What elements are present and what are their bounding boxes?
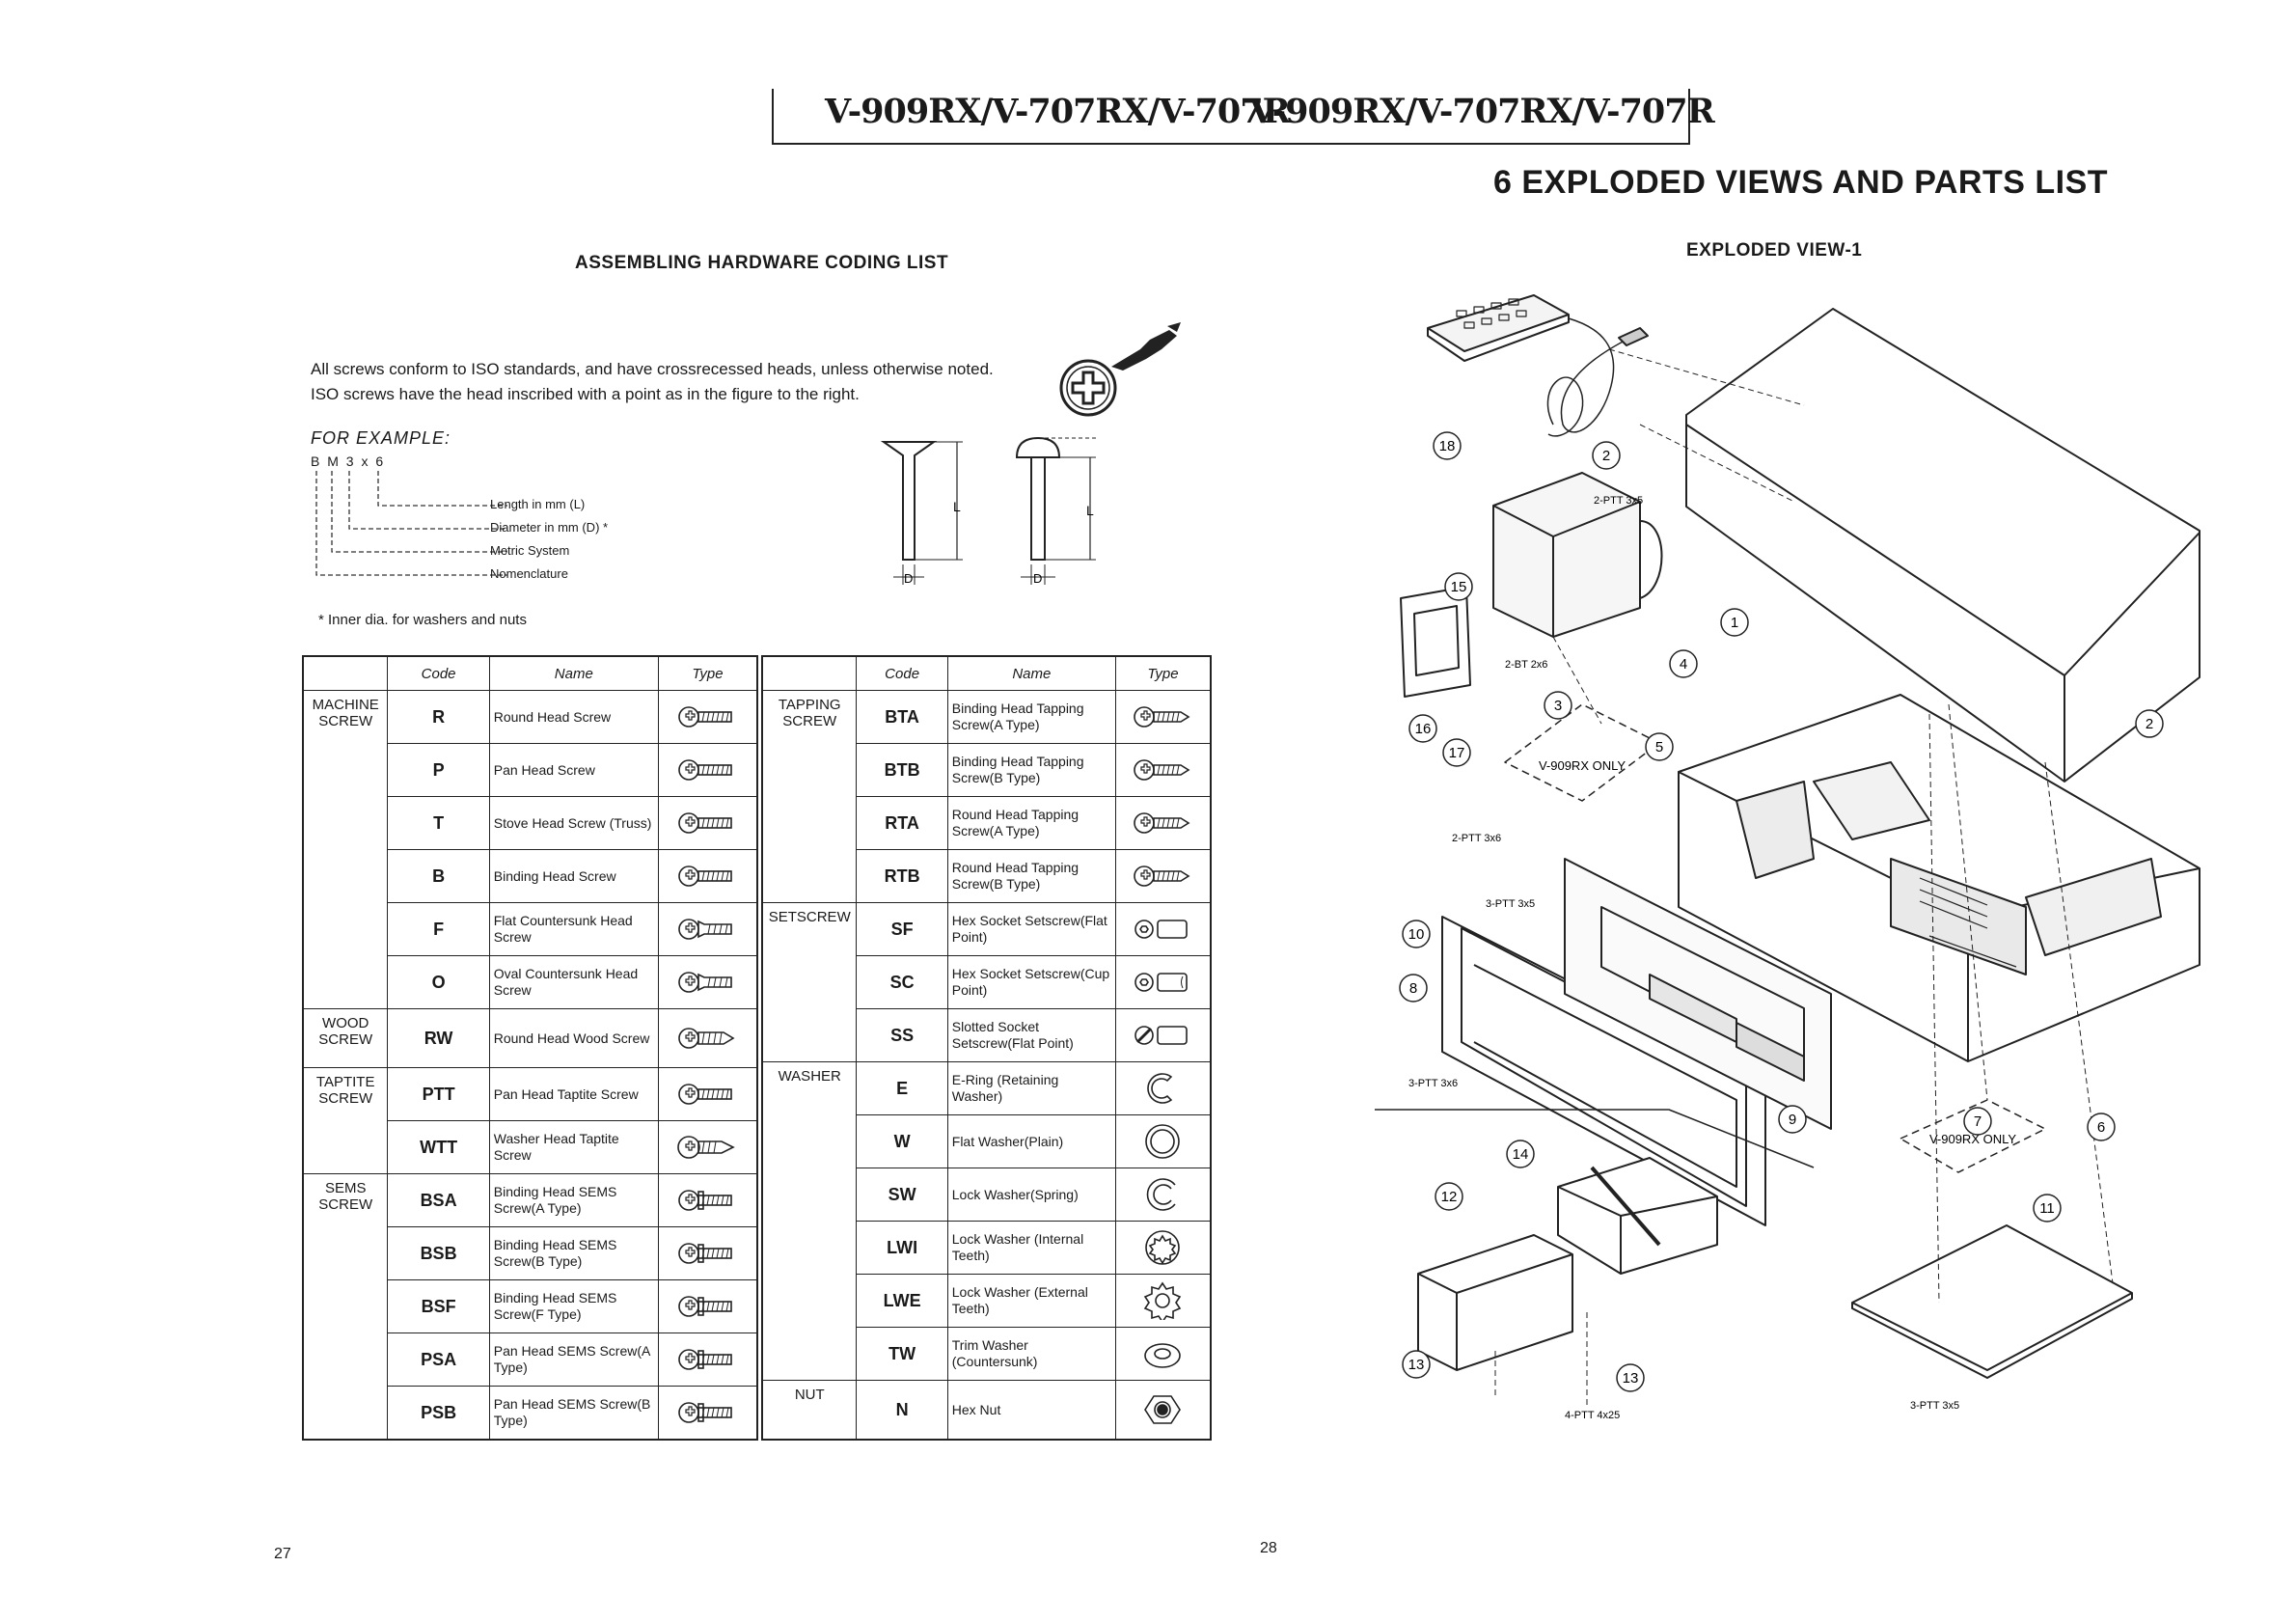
code-cell: TW: [857, 1328, 947, 1381]
hex-nut-icon: [1133, 1390, 1192, 1429]
type-cell: [1115, 691, 1211, 744]
name-cell: Flat Countersunk Head Screw: [489, 903, 658, 956]
code-cell: SF: [857, 903, 947, 956]
label-2ptt-3x6: 2-PTT 3x6: [1452, 833, 1502, 844]
example-code: B M 3 x 6: [311, 453, 386, 469]
model-title-left: V-909RX/V-707RX/V-707R: [825, 92, 1290, 131]
name-cell: E-Ring (Retaining Washer): [947, 1062, 1115, 1115]
code-cell: F: [388, 903, 489, 956]
note-inner-dia: * Inner dia. for washers and nuts: [318, 612, 527, 628]
page-number-right: 28: [1260, 1540, 1277, 1556]
tapping-screw-icon: [1133, 857, 1192, 895]
type-cell: [1115, 1275, 1211, 1328]
name-cell: Round Head Screw: [489, 691, 658, 744]
legend-metric: Metric System: [490, 543, 570, 558]
dim-d-label-2: D: [1033, 571, 1043, 586]
header-type: Type: [1115, 656, 1211, 691]
name-cell: Round Head Wood Screw: [489, 1009, 658, 1068]
internal-lock-washer-icon: [1133, 1228, 1192, 1267]
spring-lock-washer-icon: [1133, 1175, 1192, 1214]
code-cell: O: [388, 956, 489, 1009]
exploded-view-diagram: [1351, 280, 2277, 1476]
name-cell: Binding Head Tapping Screw(A Type): [947, 691, 1115, 744]
washer-head-taptite-icon: [677, 1128, 737, 1167]
tapping-screw-icon: [1133, 804, 1192, 842]
code-cell: BSA: [388, 1174, 489, 1227]
type-cell: [1115, 956, 1211, 1009]
sems-screw-icon: [677, 1234, 737, 1273]
label-2bt-2x6: 2-BT 2x6: [1505, 659, 1548, 671]
callout-3: 3: [1553, 698, 1563, 714]
category-cell: NUT: [762, 1381, 857, 1441]
header-category: [303, 656, 388, 691]
category-cell: WOOD SCREW: [303, 1009, 388, 1068]
callout-18: 18: [1438, 438, 1456, 454]
code-cell: SC: [857, 956, 947, 1009]
callout-13: 13: [1408, 1357, 1425, 1373]
code-cell: LWI: [857, 1222, 947, 1275]
table-row: [762, 691, 1211, 744]
binding-head-screw-icon: [677, 857, 737, 895]
header-type: Type: [658, 656, 757, 691]
name-cell: Lock Washer (External Teeth): [947, 1275, 1115, 1328]
name-cell: Slotted Socket Setscrew(Flat Point): [947, 1009, 1115, 1062]
name-cell: Round Head Tapping Screw(B Type): [947, 850, 1115, 903]
legend-diameter: Diameter in mm (D) *: [490, 520, 609, 535]
category-cell: SEMS SCREW: [303, 1174, 388, 1441]
section-title: 6 EXPLODED VIEWS AND PARTS LIST: [1493, 164, 2109, 201]
hardware-table-left: [302, 655, 758, 1441]
code-cell: R: [388, 691, 489, 744]
iso-cross-head-icon: [1053, 320, 1198, 426]
name-cell: Binding Head Screw: [489, 850, 658, 903]
code-cell: PTT: [388, 1068, 489, 1121]
coding-list-title: ASSEMBLING HARDWARE CODING LIST: [575, 253, 949, 273]
code-cell: RW: [388, 1009, 489, 1068]
slotted-setscrew-icon: [1133, 1016, 1192, 1055]
code-cell: WTT: [388, 1121, 489, 1174]
label-4ptt-4x25: 4-PTT 4x25: [1565, 1410, 1621, 1421]
callout-2: 2: [1601, 448, 1611, 464]
table-row: [762, 903, 1211, 956]
name-cell: Hex Socket Setscrew(Flat Point): [947, 903, 1115, 956]
type-cell: [1115, 850, 1211, 903]
dim-l-label-1: L: [953, 499, 961, 514]
external-lock-washer-icon: [1133, 1281, 1192, 1320]
dim-l-label-2: L: [1086, 503, 1094, 518]
type-cell: [658, 1009, 757, 1068]
intro-line-1: All screws conform to ISO standards, and have crossrecessed heads, unless otherwise noted.: [311, 360, 994, 378]
code-cell: RTB: [857, 850, 947, 903]
type-cell: [658, 1174, 757, 1227]
sems-screw-icon: [677, 1340, 737, 1379]
code-cell: BTB: [857, 744, 947, 797]
pan-head-screw-icon: [677, 751, 737, 789]
truss-head-screw-icon: [677, 804, 737, 842]
screw-dimension-diagram: [874, 434, 1125, 589]
header-category: [762, 656, 857, 691]
name-cell: Washer Head Taptite Screw: [489, 1121, 658, 1174]
type-cell: [658, 1280, 757, 1333]
type-cell: [1115, 1168, 1211, 1222]
code-cell: PSA: [388, 1333, 489, 1387]
callout-15: 15: [1450, 579, 1467, 595]
dim-d-label-1: D: [904, 571, 914, 586]
type-cell: [658, 691, 757, 744]
name-cell: Binding Head SEMS Screw(B Type): [489, 1227, 658, 1280]
type-cell: [658, 956, 757, 1009]
type-cell: [658, 903, 757, 956]
table-row: [303, 1174, 757, 1227]
type-cell: [658, 850, 757, 903]
tapping-screw-icon: [1133, 698, 1192, 736]
type-cell: [658, 1121, 757, 1174]
name-cell: Binding Head SEMS Screw(A Type): [489, 1174, 658, 1227]
label-3ptt-3x5-b: 3-PTT 3x5: [1910, 1400, 1960, 1412]
type-cell: [1115, 1062, 1211, 1115]
callout-6: 6: [2096, 1119, 2106, 1136]
name-cell: Flat Washer(Plain): [947, 1115, 1115, 1168]
name-cell: Hex Socket Setscrew(Cup Point): [947, 956, 1115, 1009]
label-2ptt-3x5: 2-PTT 3x5: [1594, 495, 1644, 507]
e-ring-icon: [1133, 1069, 1192, 1108]
table-row: [303, 1009, 757, 1068]
sems-screw-icon: [677, 1287, 737, 1326]
example-label: FOR EXAMPLE:: [311, 428, 451, 448]
intro-text: [311, 357, 994, 407]
name-cell: Hex Nut: [947, 1381, 1115, 1441]
type-cell: [658, 1333, 757, 1387]
callout-13b: 13: [1622, 1370, 1639, 1387]
wood-screw-icon: [677, 1019, 737, 1058]
name-cell: Pan Head SEMS Screw(B Type): [489, 1387, 658, 1441]
callout-8: 8: [1408, 980, 1418, 997]
code-cell: B: [388, 850, 489, 903]
sems-screw-icon: [677, 1181, 737, 1220]
name-cell: Pan Head Screw: [489, 744, 658, 797]
code-cell: N: [857, 1381, 947, 1441]
trim-washer-icon: [1133, 1334, 1192, 1373]
category-cell: TAPTITE SCREW: [303, 1068, 388, 1174]
name-cell: Binding Head Tapping Screw(B Type): [947, 744, 1115, 797]
hex-setscrew-cup-icon: [1133, 963, 1192, 1002]
type-cell: [1115, 744, 1211, 797]
legend-nomenclature: Nomenclature: [490, 566, 568, 581]
name-cell: Pan Head Taptite Screw: [489, 1068, 658, 1121]
code-cell: SW: [857, 1168, 947, 1222]
callout-2b: 2: [2145, 716, 2154, 732]
page-number-left: 27: [274, 1546, 291, 1562]
name-cell: Trim Washer (Countersunk): [947, 1328, 1115, 1381]
exploded-view-title: EXPLODED VIEW-1: [1686, 240, 1863, 261]
round-head-screw-icon: [677, 698, 737, 736]
type-cell: [658, 1227, 757, 1280]
hardware-table-right: [761, 655, 1212, 1441]
only-note-2: V-909RX ONLY: [1928, 1132, 2017, 1146]
callout-10: 10: [1408, 926, 1425, 943]
oval-countersunk-screw-icon: [677, 963, 737, 1002]
taptite-screw-icon: [677, 1075, 737, 1113]
name-cell: Round Head Tapping Screw(A Type): [947, 797, 1115, 850]
type-cell: [658, 797, 757, 850]
code-cell: P: [388, 744, 489, 797]
callout-14: 14: [1512, 1146, 1529, 1163]
type-cell: [1115, 1009, 1211, 1062]
intro-line-2: ISO screws have the head inscribed with a point as in the figure to the right.: [311, 385, 860, 403]
flat-countersunk-screw-icon: [677, 910, 737, 948]
legend-length: Length in mm (L): [490, 497, 586, 511]
type-cell: [1115, 1222, 1211, 1275]
type-cell: [1115, 1381, 1211, 1441]
category-cell: TAPPING SCREW: [762, 691, 857, 903]
callout-12: 12: [1440, 1189, 1458, 1205]
type-cell: [1115, 1328, 1211, 1381]
name-cell: Lock Washer(Spring): [947, 1168, 1115, 1222]
label-3ptt-3x5: 3-PTT 3x5: [1486, 898, 1536, 910]
example-leader-lines: [314, 471, 507, 587]
callout-16: 16: [1414, 721, 1432, 737]
code-cell: BSF: [388, 1280, 489, 1333]
code-cell: PSB: [388, 1387, 489, 1441]
name-cell: Stove Head Screw (Truss): [489, 797, 658, 850]
type-cell: [658, 1387, 757, 1441]
table-row: [303, 691, 757, 744]
header-code: Code: [388, 656, 489, 691]
name-cell: Pan Head SEMS Screw(A Type): [489, 1333, 658, 1387]
type-cell: [658, 744, 757, 797]
model-title-right: V-909RX/V-707RX/V-707R: [1249, 92, 1714, 131]
code-cell: BTA: [857, 691, 947, 744]
header-name: Name: [489, 656, 658, 691]
type-cell: [658, 1068, 757, 1121]
table-row: [762, 1062, 1211, 1115]
header-code: Code: [857, 656, 947, 691]
hex-setscrew-icon: [1133, 910, 1192, 948]
callout-4: 4: [1679, 656, 1688, 673]
category-cell: WASHER: [762, 1062, 857, 1381]
table-row: [762, 1381, 1211, 1441]
name-cell: Binding Head SEMS Screw(F Type): [489, 1280, 658, 1333]
tapping-screw-icon: [1133, 751, 1192, 789]
only-note-1: V-909RX ONLY: [1538, 758, 1626, 773]
header-name: Name: [947, 656, 1115, 691]
table-row: [303, 1068, 757, 1121]
flat-washer-icon: [1133, 1122, 1192, 1161]
code-cell: T: [388, 797, 489, 850]
name-cell: Oval Countersunk Head Screw: [489, 956, 658, 1009]
type-cell: [1115, 903, 1211, 956]
sems-screw-icon: [677, 1393, 737, 1432]
callout-11: 11: [2039, 1200, 2055, 1217]
type-cell: [1115, 797, 1211, 850]
name-cell: Lock Washer (Internal Teeth): [947, 1222, 1115, 1275]
code-cell: E: [857, 1062, 947, 1115]
category-cell: SETSCREW: [762, 903, 857, 1062]
code-cell: W: [857, 1115, 947, 1168]
callout-7: 7: [1973, 1113, 1982, 1130]
callout-9: 9: [1788, 1112, 1797, 1128]
code-cell: SS: [857, 1009, 947, 1062]
callout-1: 1: [1730, 615, 1739, 631]
code-cell: BSB: [388, 1227, 489, 1280]
category-cell: MACHINE SCREW: [303, 691, 388, 1009]
label-3ptt-3x6: 3-PTT 3x6: [1408, 1078, 1459, 1089]
code-cell: RTA: [857, 797, 947, 850]
code-cell: LWE: [857, 1275, 947, 1328]
callout-5: 5: [1654, 739, 1664, 756]
callout-17: 17: [1448, 745, 1465, 761]
type-cell: [1115, 1115, 1211, 1168]
